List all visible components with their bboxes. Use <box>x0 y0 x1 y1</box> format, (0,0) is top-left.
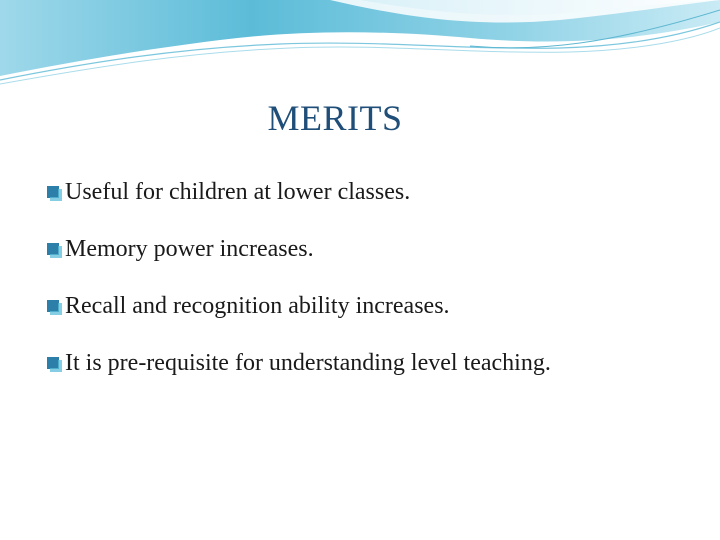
square-bullet-icon <box>46 242 63 259</box>
list-item <box>46 335 551 392</box>
square-bullet-icon <box>46 299 63 316</box>
bullet-text: Recall and recognition ability increases. <box>65 293 450 319</box>
bullet-text: Memory power increases. <box>65 236 314 262</box>
list-item <box>46 164 551 221</box>
bullet-list <box>46 164 551 392</box>
bullet-text: It is pre-requisite for understanding level teaching. <box>65 350 551 376</box>
square-bullet-icon <box>46 185 63 202</box>
list-item <box>46 221 551 278</box>
slide-title: MERITS <box>267 98 403 138</box>
header-wave-decoration <box>0 0 720 100</box>
bullet-text: Useful for children at lower classes. <box>65 179 411 205</box>
square-bullet-icon <box>46 356 63 373</box>
list-item <box>46 278 551 335</box>
